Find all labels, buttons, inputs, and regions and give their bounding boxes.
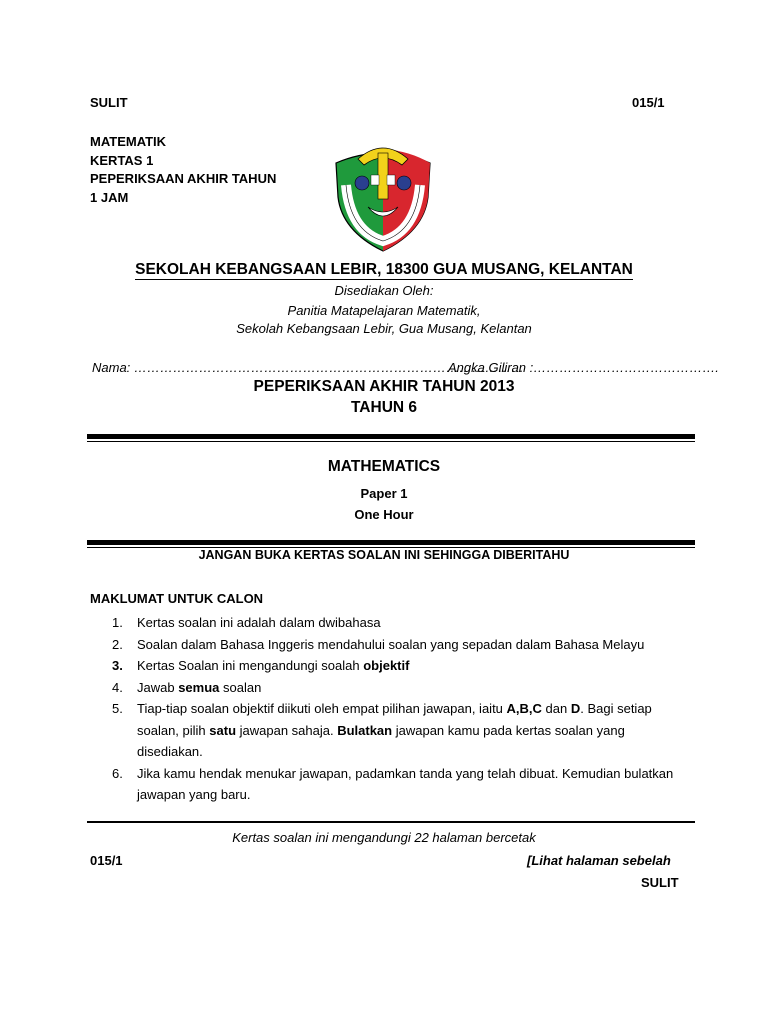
instruction-item: 6. Jika kamu hendak menukar jawapan, padamkan tanda yang telah dibuat. Kemudian bulatkan jawapan yang baru. (112, 765, 674, 802)
candidate-name-field[interactable]: Nama: ……………………………………………………………………………… (92, 360, 524, 375)
next-page-label: [Lihat halaman sebelah (527, 853, 671, 868)
header-paper: KERTAS 1 (90, 152, 154, 168)
header-info (90, 133, 276, 207)
duration-label: One Hour (354, 507, 414, 522)
candidate-number-field[interactable]: Angka Giliran :……………………………………. (448, 360, 719, 375)
school-logo (328, 135, 438, 255)
header-duration: 1 JAM (90, 189, 129, 205)
instruction-item: 5. Tiap-tiap soalan objektif diikuti oleh empat pilihan jawapan, iaitu A,B,C dan D. Bagi setiap soalan, pilih satu jawapan sahaja. Bulatkan jawapan kamu pada kertas soalan yang disediakan. (112, 701, 652, 759)
header-exam: PEPERIKSAAN AKHIR TAHUN (90, 171, 277, 186)
footer-sulit: SULIT (641, 875, 679, 890)
pages-note: Kertas soalan ini mengandungi 22 halaman bercetak (232, 830, 536, 845)
instruction-item: 3. Kertas Soalan ini mengandungi soalah objektif (112, 658, 410, 673)
warning-text: JANGAN BUKA KERTAS SOALAN INI SEHINGGA DIBERITAHU (198, 548, 570, 562)
school-name: SEKOLAH KEBANGSAAN LEBIR, 18300 GUA MUSANG, KELANTAN (135, 261, 633, 278)
divider-thick-mid (87, 540, 695, 545)
prepared-by: Disediakan Oleh: (334, 283, 434, 298)
header-code: 015/1 (632, 95, 665, 110)
exam-year: TAHUN 6 (350, 399, 418, 416)
instruction-item: 4. Jawab semua soalan (112, 679, 262, 695)
info-heading: MAKLUMAT UNTUK CALON (90, 591, 264, 606)
divider-thin-top (87, 441, 695, 442)
exam-title: PEPERIKSAAN AKHIR TAHUN 2013 (253, 378, 515, 395)
instruction-item: 2. Soalan dalam Bahasa Inggeris mendahului soalan yang sepadan dalam Bahasa Melayu (112, 636, 645, 652)
divider-thick-top (87, 434, 695, 439)
divider-footer (87, 821, 695, 823)
instruction-item: 1. Kertas soalan ini adalah dalam dwibahasa (112, 615, 381, 630)
subject-title: MATHEMATICS (327, 458, 441, 475)
header-subject: MATEMATIK (90, 134, 167, 149)
committee: Panitia Matapelajaran Matematik, (287, 303, 481, 318)
instruction-list (112, 612, 692, 806)
footer-code: 015/1 (90, 853, 123, 868)
paper-label: Paper 1 (360, 486, 408, 501)
school-address: Sekolah Kebangsaan Lebir, Gua Musang, Kelantan (236, 321, 532, 336)
header-sulit: SULIT (90, 95, 128, 110)
